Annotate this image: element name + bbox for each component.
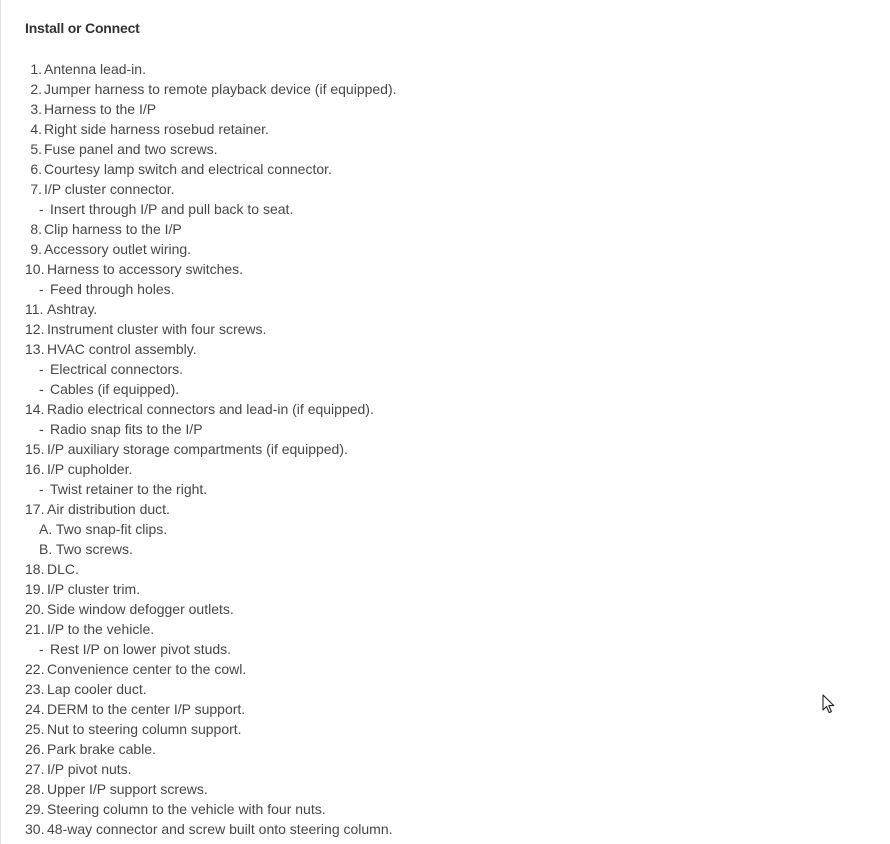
step-number: 13. <box>25 341 45 357</box>
sub-step-item <box>25 279 397 299</box>
step-item <box>25 319 397 339</box>
step-item <box>25 759 397 779</box>
sub-step-text: Twist retainer to the right. <box>50 481 208 497</box>
step-text: Nut to steering column support. <box>47 721 242 737</box>
step-text: Accessory outlet wiring. <box>44 241 192 257</box>
step-text: Lap cooler duct. <box>47 681 147 697</box>
step-item <box>25 119 397 139</box>
sub-step-item <box>25 639 397 659</box>
step-text: 48-way connector and screw built onto steering column. <box>47 821 393 837</box>
sub-step-item <box>25 479 397 499</box>
step-item <box>25 219 397 239</box>
step-text: Instrument cluster with four screws. <box>47 321 267 337</box>
step-text: Air distribution duct. <box>47 501 170 517</box>
step-number: 28. <box>25 781 45 797</box>
step-text: Jumper harness to remote playback device (if equipped). <box>44 81 397 97</box>
step-number: 7. <box>30 181 42 197</box>
sub-step-dash: - <box>39 481 44 497</box>
step-number: 27. <box>25 761 45 777</box>
step-text: HVAC control assembly. <box>47 341 197 357</box>
step-text: Courtesy lamp switch and electrical connector. <box>44 161 332 177</box>
step-number: 12. <box>25 321 45 337</box>
step-text: Ashtray. <box>47 301 98 317</box>
step-number: 25. <box>25 721 45 737</box>
step-text: Antenna lead-in. <box>44 61 146 77</box>
step-item <box>25 299 397 319</box>
step-number: 14. <box>25 401 45 417</box>
step-item <box>25 459 397 479</box>
step-item <box>25 599 397 619</box>
install-steps-list <box>25 59 397 839</box>
sub-step-item <box>25 359 397 379</box>
sub-step-dash: - <box>39 361 44 377</box>
step-item <box>25 399 397 419</box>
section-heading: Install or Connect <box>25 20 140 36</box>
sub-step-text: Two snap-fit clips. <box>55 521 168 537</box>
step-number: 11. <box>25 301 44 317</box>
step-item <box>25 79 397 99</box>
sub-step-text: Electrical connectors. <box>50 361 184 377</box>
step-item <box>25 439 397 459</box>
sub-step-item <box>25 419 397 439</box>
step-item <box>25 819 397 839</box>
document-content <box>25 19 805 837</box>
step-item <box>25 99 397 119</box>
step-number: 9. <box>30 241 42 257</box>
step-item <box>25 699 397 719</box>
step-item <box>25 159 397 179</box>
step-number: 20. <box>25 601 45 617</box>
step-number: 5. <box>30 141 42 157</box>
mouse-pointer-icon <box>822 694 836 714</box>
step-number: 8. <box>30 221 42 237</box>
content-left-border <box>0 0 1 844</box>
step-number: 30. <box>25 821 45 837</box>
step-text: DLC. <box>47 561 79 577</box>
step-text: Upper I/P support screws. <box>47 781 208 797</box>
step-number: 22. <box>25 661 45 677</box>
step-item <box>25 259 397 279</box>
sub-step-text: Cables (if equipped). <box>50 381 180 397</box>
step-text: I/P pivot nuts. <box>47 761 132 777</box>
sub-step-text: Two screws. <box>55 541 133 557</box>
step-number: 16. <box>25 461 45 477</box>
step-number: 26. <box>25 741 45 757</box>
step-number: 17. <box>25 501 45 517</box>
step-number: 10. <box>25 261 45 277</box>
step-number: 6. <box>30 161 42 177</box>
sub-step-dash: - <box>39 421 44 437</box>
step-item <box>25 339 397 359</box>
step-text: Harness to the I/P <box>44 101 157 117</box>
step-number: 24. <box>25 701 45 717</box>
step-text: Park brake cable. <box>47 741 156 757</box>
sub-step-letter: B. <box>39 541 53 557</box>
step-text: Right side harness rosebud retainer. <box>44 121 269 137</box>
sub-step-text: Rest I/P on lower pivot studs. <box>50 641 232 657</box>
step-text: I/P cluster trim. <box>47 581 141 597</box>
step-text: Radio electrical connectors and lead-in (if equipped). <box>47 401 374 417</box>
step-item <box>25 659 397 679</box>
step-text: Clip harness to the I/P <box>44 221 182 237</box>
sub-step-item <box>25 379 397 399</box>
step-text: I/P cupholder. <box>47 461 133 477</box>
step-item <box>25 559 397 579</box>
step-item <box>25 59 397 79</box>
sub-step-dash: - <box>39 641 44 657</box>
step-item <box>25 179 397 199</box>
step-item <box>25 719 397 739</box>
sub-step-dash: - <box>39 281 44 297</box>
step-number: 19. <box>25 581 45 597</box>
step-text: Fuse panel and two screws. <box>44 141 218 157</box>
sub-step-dash: - <box>39 201 44 217</box>
step-item <box>25 139 397 159</box>
step-number: 2. <box>30 81 42 97</box>
step-number: 3. <box>30 101 42 117</box>
step-text: Side window defogger outlets. <box>47 601 234 617</box>
step-number: 4. <box>30 121 42 137</box>
step-item <box>25 799 397 819</box>
step-item <box>25 499 397 519</box>
step-number: 29. <box>25 801 45 817</box>
step-number: 18. <box>25 561 45 577</box>
step-item <box>25 239 397 259</box>
sub-step-text: Insert through I/P and pull back to seat. <box>50 201 294 217</box>
step-item <box>25 739 397 759</box>
step-item <box>25 679 397 699</box>
step-number: 23. <box>25 681 45 697</box>
sub-step-dash: - <box>39 381 44 397</box>
step-item <box>25 779 397 799</box>
step-text: DERM to the center I/P support. <box>47 701 246 717</box>
step-text: Steering column to the vehicle with four nuts. <box>47 801 326 817</box>
sub-step-letter: A. <box>39 521 53 537</box>
step-text: I/P auxiliary storage compartments (if equipped). <box>47 441 348 457</box>
sub-step-text: Radio snap fits to the I/P <box>50 421 203 437</box>
step-item <box>25 579 397 599</box>
step-number: 21. <box>25 621 45 637</box>
sub-step-text: Feed through holes. <box>50 281 175 297</box>
step-text: I/P to the vehicle. <box>47 621 155 637</box>
lettered-sub-step-item <box>25 539 397 559</box>
step-number: 15. <box>25 441 45 457</box>
step-item <box>25 619 397 639</box>
sub-step-item <box>25 199 397 219</box>
step-number: 1. <box>30 61 42 77</box>
step-text: Harness to accessory switches. <box>47 261 244 277</box>
lettered-sub-step-item <box>25 519 397 539</box>
step-text: I/P cluster connector. <box>44 181 175 197</box>
step-text: Convenience center to the cowl. <box>47 661 247 677</box>
